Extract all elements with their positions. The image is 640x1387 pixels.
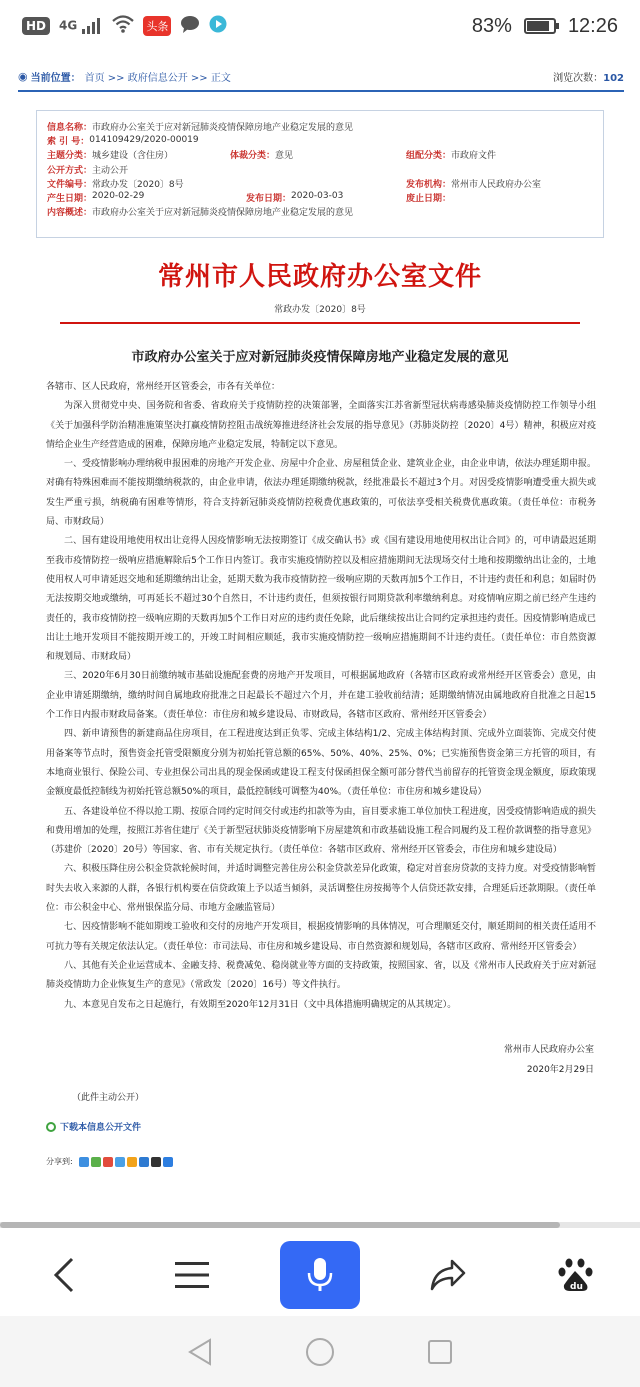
svg-text:du: du [570, 1282, 583, 1292]
share-platform-icon[interactable] [127, 1157, 137, 1167]
microphone-icon [306, 1257, 334, 1293]
publish-note: （此件主动公开） [72, 1093, 145, 1103]
info-key: 文件编号： [47, 179, 93, 190]
paragraph: 七、因疫情影响不能如期竣工验收和交付的房地产开发项目，根据疫情影响的具体情况，可合理顺延交付，顺延期间的相关责任适用不可抗力等有关规定依法认定。（责任单位：市司法局、市住房和城乡建设局、市自然资源和规划局，各辖市区政府、常州经开区管委会） [46, 922, 596, 952]
status-right [472, 15, 618, 38]
share-button[interactable] [384, 1236, 512, 1314]
paragraph: 五、各建设单位不得以抢工期、按原合同约定时间交付或违约扣款等为由，盲目要求施工单位加快工程进度，因受疫情影响造成的损失和费用增加的处理，按照江苏省住建厅《关于新型冠状肺炎疫情影响下房屋建筑和市政基础设施工程合同履约及工程价款调整的指导意见》（苏建价〔2020〕20号）等国家、省、市有关规定执行。（责任单位：各辖市区政府、常州经开区管委会，市住房和城乡建设局） [46, 806, 596, 856]
scrollbar-thumb[interactable] [0, 1222, 560, 1228]
breadcrumb [18, 66, 624, 86]
back-button[interactable] [0, 1236, 128, 1314]
signal-icon [59, 18, 103, 34]
status-left [22, 15, 227, 37]
paragraph: 六、积极压降住房公积金贷款轮候时间，并适时调整完善住房公积金贷款差异化政策，稳定对首套房贷款的支持力度。对受疫情影响暂时失去收入来源的人群，各银行机构要在信贷政策上予以适当倾斜，灵活调整住房按揭等个人信贷还款安排，合理延后还款期限。（责任单位：市公积金中心、常州银保监分局、市地方金融监管局） [46, 864, 596, 914]
info-key: 发布日期： [246, 194, 292, 205]
horizontal-scrollbar[interactable] [0, 1222, 640, 1228]
menu-icon [175, 1261, 209, 1289]
back-icon [50, 1257, 78, 1293]
download-link[interactable] [46, 1120, 141, 1133]
forward-share-icon [430, 1259, 466, 1291]
breadcrumb-label: 当前位置： [30, 72, 81, 84]
battery-percent: 83% [471, 14, 512, 37]
info-key: 内容概述： [47, 208, 93, 219]
info-value: 常政办发〔2020〕8号 [92, 179, 184, 190]
share-platform-icon[interactable] [91, 1157, 101, 1167]
info-value: 2020-03-03 [291, 191, 344, 202]
battery-fill [527, 21, 549, 31]
info-row-categories [47, 148, 593, 162]
paragraph: 为深入贯彻党中央、国务院和省委、省政府关于疫情防控的决策部署，全面落实江苏省新型冠状病毒感染肺炎疫情防控工作领导小组《关于加强科学防治精准施策坚决打赢疫情防控阻击战统筹推进经济社会发展的指导意见》（苏肺炎防控〔2020〕4号）精神，积极应对疫情给企业生产经营造成的困难，保障房地产业稳定发展，特制定以下意见。 [46, 401, 596, 450]
signature-org: 常州市人民政府办公室 [503, 1045, 594, 1055]
status-bar [0, 0, 640, 52]
document-header: 常州市人民政府办公室文件 [157, 262, 482, 292]
download-icon [46, 1122, 56, 1132]
paragraph: 九、本意见自发布之日起施行，有效期至2020年12月31日（文中具体措施明确规定的从其规定）。 [64, 999, 457, 1010]
baidu-paw-icon [558, 1257, 594, 1293]
paragraph: 二、国有建设用地使用权出让竞得人因疫情影响无法按期签订《成交确认书》或《国有建设用地使用权出让合同》的，可申请最迟延期至我市疫情防控一级响应措施解除后5个工作日内签订。我市实施疫情防控以及相应措施期间无法现场交付土地和按期缴纳出让金的，土地使用权人可申请延迟交地和延期缴纳出让金，延期天数为我市疫情防控一级响应期的天数再加5个工作日，不计违约责任和利息；如届时仍无法按期交地或缴纳，可再延长不超过30个自然日，不计违约责任，但须按银行同期贷款利率缴纳利息。对疫情响应期之前已经产生违约责任的，我市疫情防控一级响应期的天数再加5个工作日对应的违约责任免除，此后继续按出让合同约定承担违约责任。因疫情影响造成已出让土地开发项目不能按期开竣工的，开竣工时间相应顺延，我市实施疫情防控一级响应措施期间不计违约责任。（责任单位：市自然资源和规划局、市财政局） [46, 536, 596, 663]
share-bar [46, 1156, 173, 1167]
info-value: 市政府办公室关于应对新冠肺炎疫情保障房地产业稳定发展的意见 [92, 122, 354, 133]
paragraph: 八、其他有关企业运营成本、金融支持、税费减免、稳岗就业等方面的支持政策，按照国家、省，以及《常州市人民政府关于应对新冠肺炎疫情助力企业恢复生产的意见》（常政发〔2020〕16号）等文件执行。 [46, 960, 596, 991]
location-icon: ◉ [18, 69, 28, 83]
hd-icon: HD [22, 17, 50, 35]
system-nav-bar [0, 1316, 640, 1387]
baidu-button[interactable] [512, 1236, 640, 1314]
info-row-dates [47, 190, 593, 204]
share-platform-icon[interactable] [115, 1157, 125, 1167]
info-key: 组配分类： [406, 151, 452, 162]
info-key: 体裁分类： [230, 151, 276, 162]
clock: 12:26 [567, 14, 618, 37]
paragraph: 四、新申请预售的新建商品住房项目，在工程进度达到正负零、完成主体结构1/2、完成主体结构封顶、完成外立面装饰、完成交付使用备案等节点时，预售资金托管受限额度分别为初始托管总额的65%、50%、40%、25%、0%；已实施预售资金第三方托管的项目，有本地商业银行、保险公司、专业担保公司出具的现金保函或建设工程支付保函担保全额可部分替代当前留存的托管资金现金额度，原政策现金额度最低控制线为初始托管总额50%的项目，最低控制线可调整为40%。（责任单位：市住房和城乡建设局） [46, 729, 596, 798]
wifi-icon [112, 15, 134, 37]
document-number: 常政办发〔2020〕8号 [274, 305, 366, 315]
share-platform-icon[interactable] [79, 1157, 89, 1167]
info-value: 014109429/2020-00019 [89, 135, 199, 146]
info-value: 常州市人民政府办公室 [451, 179, 542, 190]
voice-button-bg [280, 1241, 360, 1309]
network-type: 4G [59, 18, 78, 33]
document-body [46, 378, 596, 1015]
info-row-summary [47, 205, 593, 219]
breadcrumb-path[interactable]: 首页 >> 政府信息公开 >> 正文 [84, 72, 231, 84]
share-platform-icon[interactable] [151, 1157, 161, 1167]
nav-back-icon[interactable] [187, 1338, 213, 1366]
view-count [553, 69, 624, 84]
signature-date: 2020年2月29日 [526, 1065, 594, 1075]
info-row-open [47, 162, 593, 176]
document-info-box [36, 110, 604, 238]
menu-button[interactable] [128, 1236, 256, 1314]
info-key: 废止日期： [406, 194, 452, 205]
paragraph: 三、2020年6月30日前缴纳城市基础设施配套费的房地产开发项目，可根据属地政府（各辖市区政府或常州经开区管委会）意见，由企业申请延期缴纳，缴纳时间自属地政府批准之日起最长不超过六个月，并在建工验收前结清；延期缴纳情况由属地政府自批准之日起15个工作日内报市财政局备案。（责任单位：市住房和城乡建设局、市财政局，各辖市区政府、常州经开区管委会） [46, 671, 596, 721]
browser-toolbar [0, 1236, 640, 1314]
download-label: 下载本信息公开文件 [60, 1123, 142, 1133]
info-key: 发布机构： [406, 179, 452, 190]
document-title: 市政府办公室关于应对新冠肺炎疫情保障房地产业稳定发展的意见 [131, 350, 509, 365]
info-key: 公开方式： [47, 165, 93, 176]
info-value: 市政府文件 [451, 151, 497, 162]
share-platform-icon[interactable] [103, 1157, 113, 1167]
info-value: 意见 [275, 151, 294, 162]
nav-home-icon[interactable] [305, 1337, 335, 1367]
breadcrumb-divider [18, 90, 624, 92]
info-key: 信息名称： [47, 122, 93, 133]
message-icon [180, 15, 200, 37]
voice-button[interactable] [256, 1236, 384, 1314]
info-key: 产生日期： [47, 194, 93, 205]
nav-recents-icon[interactable] [427, 1339, 453, 1365]
info-value: 市政府办公室关于应对新冠肺炎疫情保障房地产业稳定发展的意见 [92, 208, 354, 219]
view-count-value: 102 [603, 72, 624, 84]
share-label: 分享到: [46, 1157, 73, 1166]
info-row-index [47, 133, 593, 147]
info-row-docno [47, 176, 593, 190]
video-app-icon [209, 15, 227, 37]
red-divider [60, 322, 580, 324]
info-value: 城乡建设（含住房） [92, 151, 174, 162]
info-value: 2020-02-29 [92, 191, 145, 202]
share-icons [79, 1157, 173, 1167]
paragraph: 一、受疫情影响办理纳税申报困难的房地产开发企业、房屋中介企业、房屋租赁企业、建筑业企业，由企业申请，依法办理延期申报。对确有特殊困难而不能按期缴纳税款的，由企业申请，依法办理延期缴纳税款，经批准最长不超过3个月。对因受疫情影响遭受重大损失或发生严重亏损，纳税确有困难等情形，符合支持新冠肺炎疫情防控税费优惠政策的，可依法享受相关税费优惠政策。（责任单位：市税务局、市财政局） [46, 459, 596, 528]
info-value: 主动公开 [92, 165, 129, 176]
info-row-name [47, 119, 593, 133]
share-platform-icon[interactable] [139, 1157, 149, 1167]
news-app-icon: 头条 [143, 16, 171, 36]
battery-icon [524, 18, 556, 34]
salutation: 各辖市、区人民政府，常州经开区管委会，市各有关单位： [46, 382, 281, 392]
share-platform-icon[interactable] [163, 1157, 173, 1167]
view-count-label: 浏览次数： [553, 72, 604, 84]
info-key: 主题分类： [47, 151, 93, 162]
info-key: 索 引 号： [47, 136, 90, 147]
